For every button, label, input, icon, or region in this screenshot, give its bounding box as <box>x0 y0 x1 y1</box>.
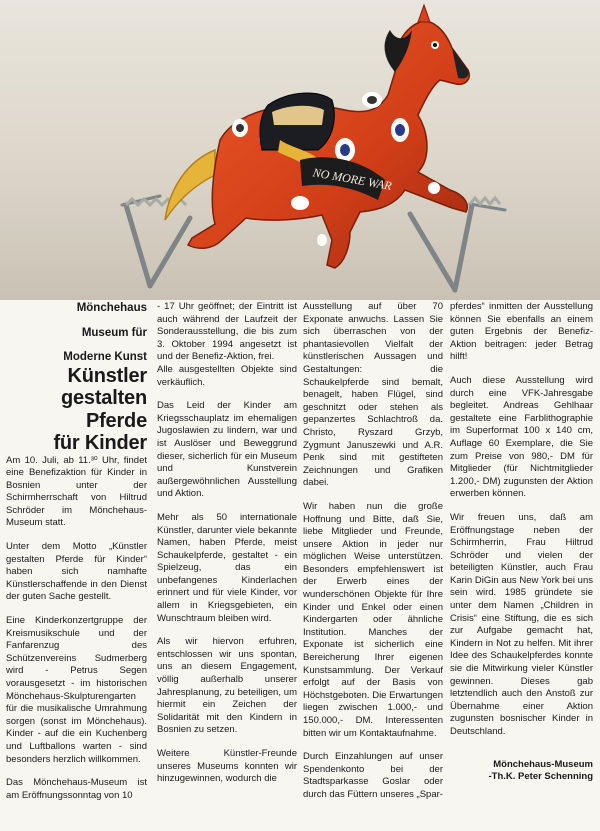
rocking-horse-photo <box>0 0 600 300</box>
column-3 <box>303 301 443 802</box>
article-kicker: Mönchehaus Museum für Moderne Kunst <box>63 302 147 363</box>
paragraph: pferdes“ inmitten der Ausstellung können Sie ebenfalls an einem guten Ergebnis der Benefiz-Aktion beitragen: jeder Betrag hilft! <box>450 301 593 363</box>
article-headline: Künstler gestalten Pferde für Kinder <box>53 364 147 454</box>
paragraph: Am 10. Juli, ab 11.³⁰ Uhr, findet eine Benefizaktion für Kinder in Bosnien unter der Schirmherrschaft von Hiltrud Schröder im Mönchehaus-Museum statt. <box>6 454 147 529</box>
column-1 <box>6 302 147 813</box>
paragraph: Unter dem Motto „Künstler gestalten Pferde für Kinder“ haben sich namhafte Künstlerschaffende in den Dienst der guten Sache gestellt. <box>6 541 147 603</box>
signature: Mönchehaus-Museum -Th.K. Peter Schenning <box>488 758 593 783</box>
paragraph: Das Mönchehaus-Museum ist am Eröffnungssonntag von 10 <box>6 777 147 801</box>
paragraph: Eine Kinderkonzertgruppe der Kreismusikschule und der Fanfarenzug des Schützenvereins Sudmerberg wird - Petrus Segen vorausgesetzt - im historischen Mönchehaus-Skulpturengarten für die musikalische Umrahmung sorgen (sonst im Mönchehaus). Kinder - auf die ein Kuchenberg und Luftballons warten - sind besonders herzlich willkommen. <box>6 615 147 765</box>
paragraph: Mehr als 50 internationale Künstler, darunter viele bekannte Namen, haben Pferde, meist Schaukelpferde, gestaltet - ein Spielzeug, das ein unbefangenes Kinderlachen erinnert und für viele Kinder, vor allem in Kriegsgebieten, ein Wunschtraum bleiben wird. <box>157 511 297 624</box>
paragraph: Ausstellung auf über 70 Exponate anwuchs. Lassen Sie sich überraschen von der phantasievollen Vielfalt der künstlerischen Aussagen und Gestaltungen: die Schaukelpferde sind bemalt, benagelt, haben Flügel, sind geschnitzt oder stehen als gepanzertes Schlachtroß da. Christo, Ryszard Grzyb, Zygmunt Januszewki und A.R. Penk sind mit gestifteten Zeichnungen und Grafiken dabei. <box>303 301 443 489</box>
paragraph: Auch diese Ausstellung wird durch eine VFK-Jahresgabe begleitet. Andreas Gehlhaar gestaltete eine Farblithographie im Superformat 100 x 140 cm, Auflage 60 Exemplare, die Sie zum Preise von 980,- DM für Mitglieder (für Nichtmitglieder 1.200,- DM) zugunsten der Aktion erwerben können. <box>450 374 593 500</box>
paragraph: Wir haben nun die große Hoffnung und Bitte, daß Sie, liebe Mitglieder und Freunde, unsere Aktion in jeder nur möglichen Weise unterstützen. Besonders empfehlenswert ist der Erwerb eines der wunderschönen Objekte für Ihre Kinder und Enkel oder einen Kindergarten oder ähnliche Institution. Manches der Exponate ist sicherlich eine Bereicherung Ihrer eigenen Kunstsammlung. Der Verkauf erfolgt auf der Basis von Höchstgeboten. Die Erwartungen liegen zwischen 1.000,- und 150.000,- DM. Interessenten bitten wir um Kontaktaufnahme. <box>303 500 443 739</box>
paragraph: Das Leid der Kinder am Kriegsschauplatz im ehemaligen Jugoslawien zu lindern, war und ist Auslöser und Beweggrund dieser, sicherlich für ein Museum und Kunstverein außergewöhnlichen Ausstellung und Aktion. <box>157 400 297 500</box>
saddle-text: NO MORE WAR <box>311 165 393 193</box>
paragraph: Durch Einzahlungen auf unser Spendenkonto bei der Stadtsparkasse Goslar oder durch das Füttern unseres „Spar- <box>303 751 443 800</box>
paragraph: Wir freuen uns, daß am Eröffnungstage neben der Schirmherrin, Frau Hiltrud Schröder und vielen der beteiligten Künstler, auch Frau Karin DiGin aus New York bei uns sein wird. 1985 gründete sie unter dem Namen „Children in Crisis“ eine Stiftung, die es sich zur Aufgabe gemacht hat, Kindern in Not zu helfen. Mit ihrer Idee des Schaukelpferdes konnte sie die Mitwirkung vieler Künstler gewinnen. Dieses gab letztendlich auch den Anstoß zur Übernahme einer Aktion zugunsten bosnischer Kinder in Deutschland. <box>450 511 593 737</box>
paragraph: Als wir hiervon erfuhren, entschlossen wir uns spontan, uns an diesem Engagement, völlig außerhalb unserer Jahresplanung, zu beteiligen, um hiermit ein Zeichen der Solidarität mit den Kindern in Bosnien zu setzen. <box>157 636 297 736</box>
column-4 <box>450 301 593 784</box>
paragraph: - 17 Uhr geöffnet; der Eintritt ist auch während der Laufzeit der Sonderausstellung, die bis zum 3. Oktober 1994 angesetzt ist und der Benefiz-Aktion, frei. Alle ausgestellten Objekte sind verkäuflich. <box>157 301 297 388</box>
paragraph: Weitere Künstler-Freunde unseres Museums konnten wir hinzugewinnen, wodurch die <box>157 748 297 785</box>
column-2 <box>157 301 297 786</box>
